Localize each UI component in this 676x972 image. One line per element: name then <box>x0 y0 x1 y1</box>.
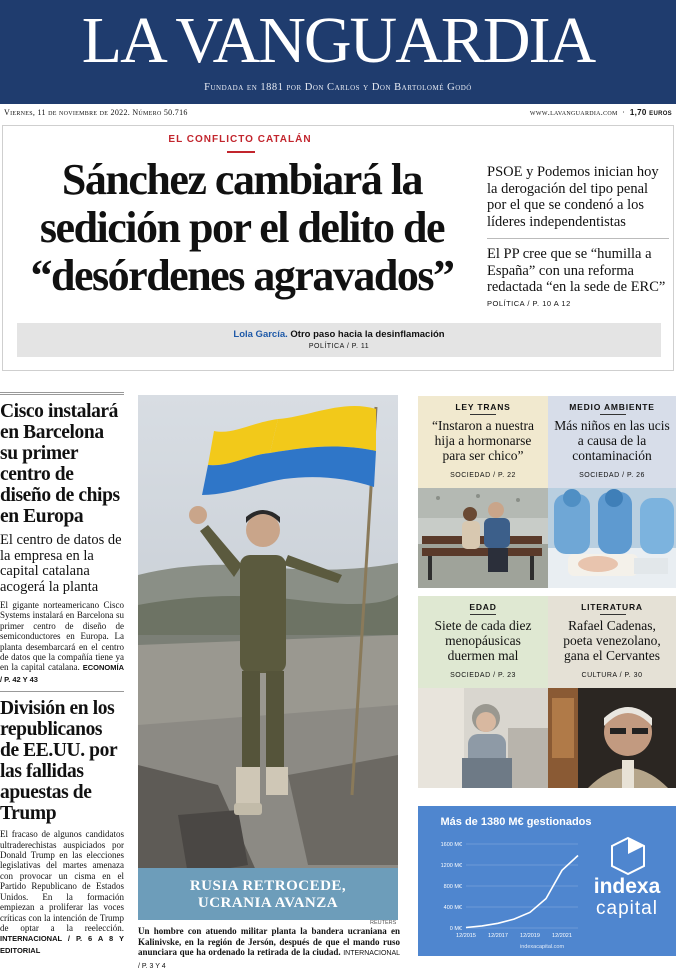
ukraine-flag-photo <box>138 395 398 920</box>
indexa-logo-icon <box>608 836 648 876</box>
republicans-headline[interactable]: División en los republicanos de EE.UU. por las fallidas apuestas de Trump <box>0 698 117 825</box>
photo-caption-text: Un hombre con atuendo militar planta la bandera ucraniana en Kalinivske, en la región de Jersón, después de que el mando ruso anunciara que ha ordenado la retirada de la ciudad. <box>138 926 400 957</box>
site-url[interactable]: www.lavanguardia.com <box>529 108 618 117</box>
card-image <box>418 488 548 588</box>
founded-line: Fundada en 1881 por Don Carlos y Don Bartolomé Godó <box>204 82 472 93</box>
card-label: LITERATURA <box>581 602 643 612</box>
photo-title-line-1: RUSIA RETROCEDE, <box>189 878 347 894</box>
side-divider <box>487 238 669 239</box>
ad-brand <box>580 876 674 920</box>
ad-chart-ytick-label: 1200 M€ <box>440 863 462 869</box>
ad-chart-xtick-label: 12/2019 <box>520 933 540 939</box>
photo-title-line-2: UCRANIA AVANZA <box>197 895 339 911</box>
card-page-ref: SOCIEDAD / P. 26 <box>579 472 645 479</box>
ad-chart-series-line <box>466 856 578 928</box>
ad-chart-ytick-label: 0 M€ <box>449 926 462 932</box>
card-headline[interactable]: Rafael Cadenas, poeta venezolano, gana el Cervantes <box>563 618 661 663</box>
photo-caption <box>138 926 400 972</box>
opinion-title: Otro paso hacia la desinflamación <box>290 329 445 340</box>
left-column <box>0 392 124 956</box>
kicker-rule <box>227 151 255 153</box>
hospital-photo <box>548 488 676 588</box>
ad-chart-xtick-label: 12/2017 <box>488 933 508 939</box>
ad-brand-line-1: indexa <box>593 875 661 898</box>
dateline <box>0 108 676 122</box>
card-page-ref: CULTURA / P. 30 <box>581 672 643 679</box>
cisco-subheadline: El centro de datos de la empresa en la capital catalana acogerá la planta <box>0 532 122 595</box>
lead-story[interactable] <box>2 125 674 371</box>
republicans-body-text: El fracaso de algunos candidatos ultraderechistas auspiciados por Donald Trump en las elecciones legislativas del martes amenaza con provocar un cisma en el Partido Republicano de Estados Unidos. En la formación empiezan a proliferar las voces críticas con la intención de Trump de optar a la reelección. <box>0 829 124 933</box>
ad-title: Más de 1380 M€ gestionados <box>440 816 592 828</box>
republicans-body <box>0 829 124 956</box>
ad-chart-xtick-label: 12/2021 <box>552 933 572 939</box>
ad-chart-ytick-label: 400 M€ <box>443 905 462 911</box>
main-photo[interactable] <box>138 395 398 920</box>
card-image <box>418 688 548 788</box>
cisco-body <box>0 600 124 685</box>
republicans-page-ref: INTERNACIONAL / P. 6 A 8 Y EDITORIAL <box>0 934 124 955</box>
opinion-author: Lola García. <box>233 329 288 340</box>
photo-credit: REUTERS <box>370 920 397 926</box>
ad-chart-ytick-label: 1600 M€ <box>440 842 462 848</box>
card-headline[interactable]: “Instaron a nuestra hija a hormonarse para ser chico” <box>432 418 534 463</box>
card-label: MEDIO AMBIENTE <box>569 402 655 412</box>
opinion-line <box>17 329 661 340</box>
price: 1,70 euros <box>629 108 672 117</box>
card-label: LEY TRANS <box>455 402 511 412</box>
cisco-headline[interactable]: Cisco instalará en Barcelona su primer centro de diseño de chips en Europa <box>0 401 120 527</box>
issue-date: Viernes, 11 de noviembre de 2022. Número 50.716 <box>4 108 188 117</box>
card-image <box>548 488 676 588</box>
card-page-ref: SOCIEDAD / P. 23 <box>450 672 516 679</box>
story-divider <box>0 691 124 692</box>
photo-caption-ref: INTERNACIONAL / P. 3 Y 4 <box>138 950 401 970</box>
ad-chart-ytick-label: 800 M€ <box>443 884 462 890</box>
opinion-page-ref: POLÍTICA / P. 11 <box>308 343 370 350</box>
card-rule <box>600 414 626 415</box>
ad-url[interactable]: indexacapital.com <box>520 944 565 950</box>
dateline-right: www.lavanguardia.com · 1,70 euros <box>529 108 672 117</box>
card-page-ref: SOCIEDAD / P. 22 <box>450 472 516 479</box>
card-rule <box>470 614 496 615</box>
card-rule <box>600 614 626 615</box>
cisco-body-text: El gigante norteamericano Cisco Systems instalará en Barcelona su primer centro de diseño de semiconductores en Europa. La planta desembarcará en el centro de datos que la compañía tiene ya en la capital catalana. <box>0 600 124 673</box>
card-label: EDAD <box>469 602 497 612</box>
bench-photo <box>418 488 548 588</box>
lead-kicker: EL CONFLICTO CATALÁN <box>168 134 312 145</box>
rafael-cadenas-photo <box>548 688 676 788</box>
opinion-bar[interactable] <box>17 323 661 357</box>
ad-growth-chart <box>426 836 586 946</box>
ad-brand-line-2: capital <box>596 898 658 919</box>
newspaper-logo[interactable]: LA VANGUARDIA <box>81 4 595 77</box>
photo-title[interactable] <box>138 878 398 912</box>
card-headline[interactable]: Más niños en las ucis a causa de la contaminación <box>554 418 670 463</box>
ad-chart-xtick-label: 12/2015 <box>456 933 476 939</box>
indexa-ad[interactable] <box>418 806 676 956</box>
lead-side-text-2: El PP cree que se “humilla a España” con una reforma redactada “en la sede de ERC” <box>487 246 666 295</box>
lead-page-ref: POLÍTICA / P. 10 A 12 <box>487 298 571 308</box>
lead-side-column <box>487 164 669 308</box>
card-headline[interactable]: Siete de cada diez menopáusicas duermen mal <box>434 618 532 663</box>
cisco-page-ref: ECONOMÍA / P. 42 Y 43 <box>0 663 124 684</box>
woman-sleepless-photo <box>418 688 548 788</box>
masthead <box>0 0 676 104</box>
lead-side-text-1: PSOE y Podemos inician hoy la derogación del tipo penal por el que se condenó a los líderes independentistas <box>487 164 659 230</box>
card-rule <box>470 414 496 415</box>
card-image <box>548 688 676 788</box>
lead-headline[interactable]: Sánchez cambiará la sedición por el delito de “desórdenes agravados” <box>30 155 454 300</box>
column-top-rule <box>0 392 124 395</box>
